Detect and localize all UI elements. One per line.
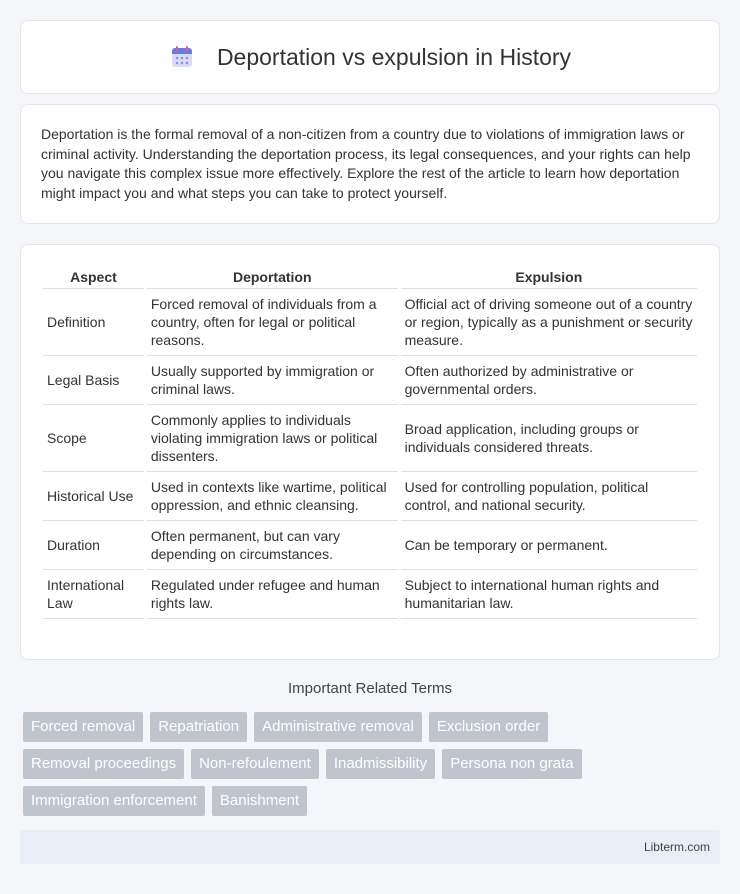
row-deportation: Often permanent, but can vary depending on circumstances.: [147, 521, 398, 570]
page-title: Deportation vs expulsion in History: [216, 43, 572, 70]
row-deportation: Forced removal of individuals from a country, often for legal or political reasons.: [147, 289, 398, 356]
row-aspect: Legal Basis: [43, 356, 144, 405]
calendar-icon: [169, 44, 195, 70]
row-expulsion: Often authorized by administrative or governmental orders.: [401, 356, 697, 405]
header-deportation: Deportation: [147, 265, 398, 289]
row-aspect: Scope: [43, 405, 144, 472]
row-expulsion: Official act of driving someone out of a country or region, typically as a punishment or security measure.: [401, 289, 697, 356]
row-aspect: International Law: [43, 570, 144, 619]
table-row: [43, 289, 697, 356]
intro-card: [20, 104, 720, 224]
table-row: [43, 570, 697, 619]
row-deportation: Commonly applies to individuals violating immigration laws or political dissenters.: [147, 405, 398, 472]
related-terms-title: Important Related Terms: [288, 680, 452, 697]
header-aspect: Aspect: [43, 265, 144, 289]
row-expulsion: Subject to international human rights and humanitarian law.: [401, 570, 697, 619]
term-tag[interactable]: Inadmissibility: [326, 749, 435, 779]
table-row: [43, 405, 697, 472]
table-row: [43, 521, 697, 570]
term-tag[interactable]: Immigration enforcement: [23, 786, 205, 816]
term-tag[interactable]: Banishment: [212, 786, 307, 816]
row-expulsion: Can be temporary or permanent.: [401, 521, 697, 570]
row-deportation: Used in contexts like wartime, political oppression, and ethnic cleansing.: [147, 472, 398, 521]
comparison-table: [40, 265, 700, 619]
term-tag[interactable]: Administrative removal: [254, 712, 422, 742]
table-row: [43, 356, 697, 405]
term-tag[interactable]: Repatriation: [150, 712, 247, 742]
row-aspect: Duration: [43, 521, 144, 570]
table-row: [43, 472, 697, 521]
related-terms-list: [23, 712, 643, 816]
footer: [20, 830, 720, 864]
term-tag[interactable]: Removal proceedings: [23, 749, 184, 779]
row-deportation: Regulated under refugee and human rights law.: [147, 570, 398, 619]
header-expulsion: Expulsion: [401, 265, 697, 289]
row-expulsion: Used for controlling population, political control, and national security.: [401, 472, 697, 521]
row-expulsion: Broad application, including groups or individuals considered threats.: [401, 405, 697, 472]
term-tag[interactable]: Persona non grata: [442, 749, 581, 779]
term-tag[interactable]: Forced removal: [23, 712, 143, 742]
intro-text: Deportation is the formal removal of a non-citizen from a country due to violations of immigration laws or criminal activity. Understanding the deportation process, its legal consequences, and your rights can help you navigate this complex issue more effectively. Explore the rest of the article to learn how deportation might impact you and what steps you can take to protect yourself.: [41, 126, 691, 201]
term-tag[interactable]: Non-refoulement: [191, 749, 319, 779]
row-aspect: Definition: [43, 289, 144, 356]
row-aspect: Historical Use: [43, 472, 144, 521]
footer-brand-link[interactable]: Libterm.com: [643, 840, 710, 854]
term-tag[interactable]: Exclusion order: [429, 712, 548, 742]
header-card: [20, 20, 720, 94]
comparison-table-card: [20, 244, 720, 660]
table-header-row: [43, 265, 697, 289]
row-deportation: Usually supported by immigration or criminal laws.: [147, 356, 398, 405]
